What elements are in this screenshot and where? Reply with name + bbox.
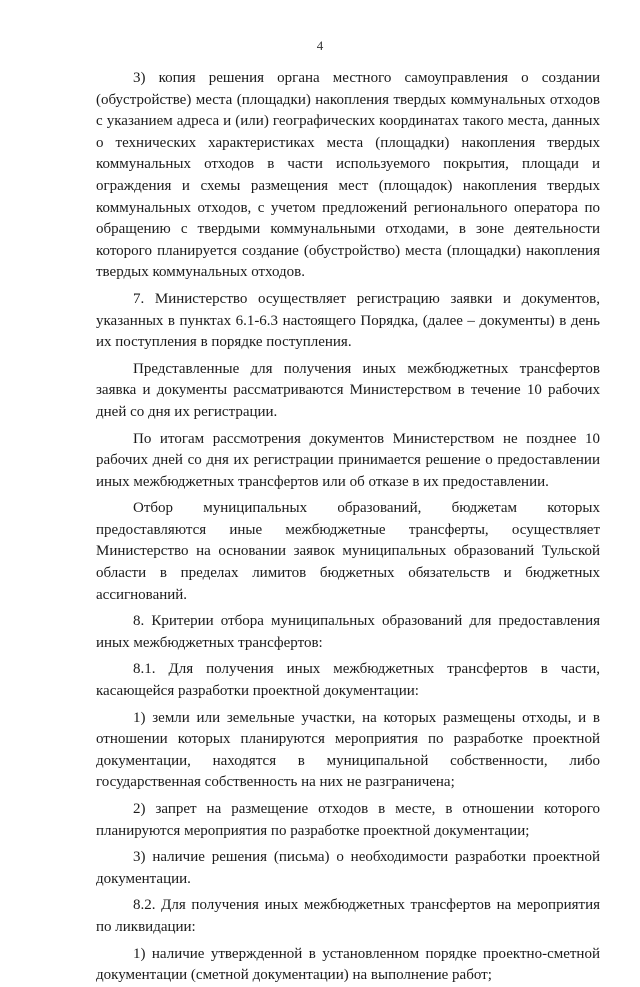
paragraph: 1) земли или земельные участки, на которых размещены отходы, и в отношении которых планируются мероприятия по разработке проектной документации, находятся в муниципальной собственности, либо государственная собственность на них не разграничена; [96, 709, 600, 791]
paragraph: Отбор муниципальных образований, бюджетам которых предоставляются иные межбюджетные трансферты, осуществляет Министерство на основании заявок муниципальных образований Тульской области в пределах лимитов бюджетных обязательств и бюджетных ассигнований. [96, 500, 600, 603]
paragraph: Представленные для получения иных межбюджетных трансфертов заявка и документы рассматриваются Министерством в течение 10 рабочих дней со дня их регистрации. [96, 360, 600, 420]
paragraph: 8.2. Для получения иных межбюджетных трансфертов на мероприятия по ликвидации: [96, 897, 600, 935]
paragraph: 3) копия решения органа местного самоуправления о создании (обустройстве) места (площадки) накопления твердых коммунальных отходов с указанием адреса и (или) географических координатах такого места, данных о технических характеристиках места (площадки) накопления твердых коммунальных отходов в части используемого покрытия, площади и ограждения и схемы размещения мест (площадок) накопления твердых коммунальных отходов, с учетом предложений регионального оператора по обращению с твердыми коммунальными отходами, в зоне деятельности которого планируется создание (обустройство) места (площадки) накопления твердых коммунальных отходов. [96, 70, 600, 281]
document-body [96, 68, 600, 987]
paragraph: По итогам рассмотрения документов Министерством не позднее 10 рабочих дней со дня их регистрации принимается решение о предоставлении иных межбюджетных трансфертов или об отказе в их предоставлении. [96, 430, 600, 490]
paragraph: 3) наличие решения (письма) о необходимости разработки проектной документации. [96, 849, 600, 887]
page-number: 4 [316, 38, 324, 53]
paragraph: 8. Критерии отбора муниципальных образований для предоставления иных межбюджетных трансфертов: [96, 613, 600, 651]
paragraph: 7. Министерство осуществляет регистрацию заявки и документов, указанных в пунктах 6.1-6.3 настоящего Порядка, (далее – документы) в день их поступления в порядке поступления. [96, 290, 600, 351]
paragraph: 1) наличие утвержденной в установленном порядке проектно-сметной документации (сметной документации) на выполнение работ; [96, 945, 600, 984]
paragraph: 2) запрет на размещение отходов в месте, в отношении которого планируются мероприятия по разработке проектной документации; [96, 801, 600, 839]
paragraph: 8.1. Для получения иных межбюджетных трансфертов в части, касающейся разработки проектной документации: [96, 661, 600, 700]
